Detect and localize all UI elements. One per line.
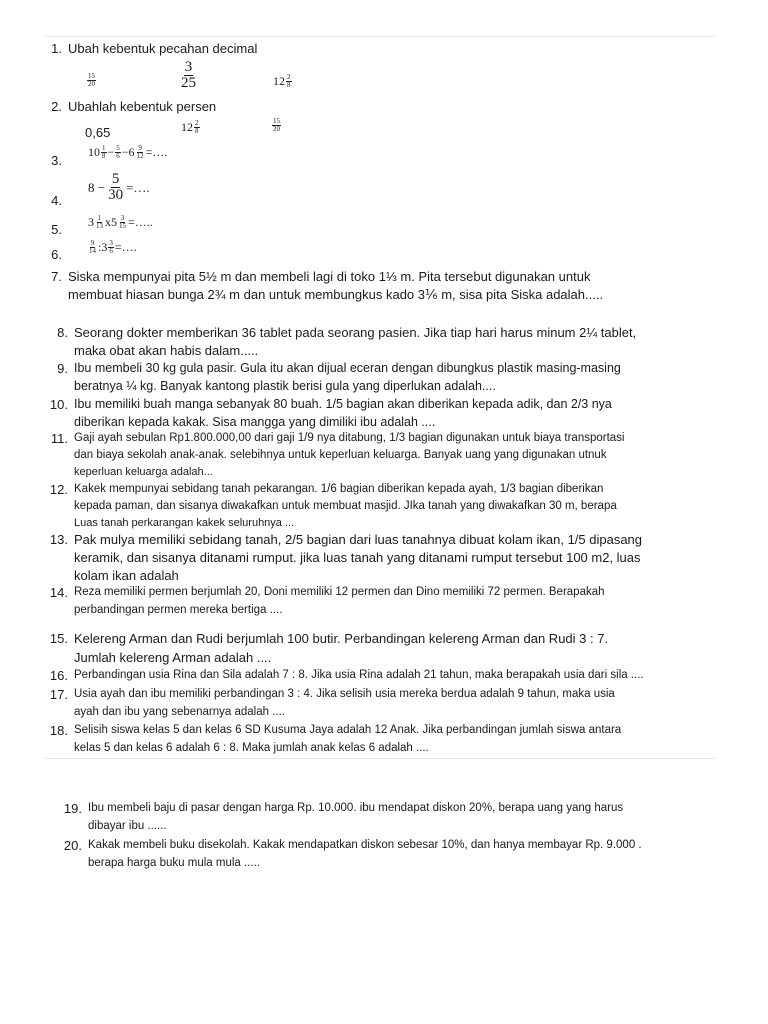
question-number: 20. [63,838,82,853]
question-text-line-1: Ibu memiliki buah manga sebanyak 80 buah. 1/5 bagian akan diberikan kepada adik, dan 2/3 nya [74,397,612,411]
question-text-line-2: maka obat akan habis dalam..... [74,343,259,358]
question-number: 16. [49,668,68,683]
question-number: 1. [51,41,62,56]
question-19 [60,800,740,836]
question-6 [40,239,720,261]
fraction-3-25: $\frac{3}{25}$ [181,59,196,91]
question-number: 11. [50,431,68,446]
question-number: 8. [57,325,68,340]
question-text-line-1: Usia ayah dan ibu memiliki perbandingan 3 : 4. Jika selisih usia mereka berdua adalah 9 tahun, maka usia [74,688,615,700]
question-text-line-1: Kelereng Arman dan Rudi berjumlah 100 butir. Perbandingan kelereng Arman dan Rudi 3 : 7. [74,631,609,646]
mixed-fraction-12-2-8: 12 $\frac{2}{8}$ [181,119,199,135]
question-number: 12. [49,482,68,497]
question-number: 19. [63,801,82,816]
question-15 [46,630,736,666]
question-text-line-2: membuat hiasan bunga 2¾ m dan untuk membungkus kado 3⅙ m, sisa pita Siska adalah..... [68,287,604,302]
question-5 [40,214,720,236]
question-text-line-1: Ibu membeli baju di pasar dengan harga Rp. 10.000. ibu mendapat diskon 20%, berapa uang yang harus [88,802,624,814]
question-number: 14. [49,585,68,600]
question-text-line-1: Selisih siswa kelas 5 dan kelas 6 SD Kusuma Jaya adalah 12 Anak. Jika perbandingan jumlah siswa antara [74,724,622,736]
question-text-line-1: Kakek mempunyai sebidang tanah pekarangan. 1/6 bagian diberikan kepada ayah, 1/3 bagian diberikan [74,483,604,495]
question-text-line-2: ayah dan ibu yang sebenarnya adalah .... [74,706,285,718]
question-18 [46,722,736,758]
top-divider [45,36,715,37]
question-3 [40,144,720,168]
question-number: 15. [49,631,68,646]
question-8 [46,324,736,360]
question-number: 10. [49,397,68,412]
question-number: 17. [49,687,68,702]
question-16 [46,667,736,685]
question-text: Ubah kebentuk pecahan decimal [68,41,258,56]
question-text-line-2: keramik, dan sisanya ditanami rumput. jika luas tanah yang ditanami rumput tersebut 100 m2, luas [74,550,641,565]
question-text-line-1: Siska mempunyai pita 5½ m dan membeli lagi di toko 1⅓ m. Pita tersebut digunakan untuk [68,269,591,284]
question-2 [40,98,720,142]
question-number: 6. [51,247,62,262]
question-text-line-1: Ibu membeli 30 kg gula pasir. Gula itu akan dijual eceran dengan dibungkus plastik masing-masing [74,361,621,375]
question-20 [60,837,740,873]
question-text-line-2: Jumlah kelereng Arman adalah .... [74,650,272,665]
question-11 [46,430,736,482]
question-number: 3. [51,153,62,168]
question-4 [40,172,720,206]
question-17 [46,686,736,722]
question-text-line-2: dibayar ibu ...... [88,820,167,832]
question-text-line-2: kepada paman, dan sisanya diwakafkan untuk membuat masjid. JIka tanah yang diwakafkan 30 m, berapa [74,500,617,512]
question-12 [46,481,736,533]
question-text-line-1: Pak mulya memiliki sebidang tanah, 2/5 bagian dari luas tanahnya dibuat kolam ikan, 1/5 dipasang [74,532,643,547]
fraction-15-20: $\frac{15}{20}$ [273,117,280,133]
question-13 [46,531,736,585]
question-text-line-1: Gaji ayah sebulan Rp1.800.000,00 dari gaji 1/9 nya ditabung, 1/3 bagian digunakan untuk biaya transportasi [74,432,625,444]
question-number: 7. [51,269,62,284]
question-text-line-2: dan biaya sekolah anak-anak. selebihnya untuk keperluan keluarga. Banyak uang yang digunakan utnuk [74,449,607,461]
question-text-line-2: diberikan kepada kakak. Sisa mangga yang dimiliki ibu adalah .... [74,415,436,429]
question-text-line-1: Seorang dokter memberikan 36 tablet pada seorang pasien. Jika tiap hari harus minum 2¼ tablet, [74,325,637,340]
question-text-line-2: berapa harga buku mula mula ..... [88,857,260,869]
question-text-line-3: Luas tanah perkarangan kakek seluruhnya ... [74,517,295,529]
question-text-line-2: perbandingan permen mereka bertiga .... [74,604,283,616]
question-10 [46,396,736,432]
expression: $\frac{9}{14}$ :3 $\frac{3}{6}$ =…. [89,239,137,255]
question-text-line-1: Kakak membeli buku disekolah. Kakak mendapatkan diskon sebesar 10%, dan hanya membayar Rp. 9.000 . [88,839,642,851]
question-7 [40,268,730,304]
question-number: 4. [51,193,62,208]
expression: 8 − $\frac{5}{30}$ =…. [88,171,150,203]
question-number: 9. [57,361,68,376]
question-number: 2. [51,99,62,114]
expression: 10 $\frac{1}{8}$ − $\frac{5}{6}$ −6 $\frac{9}{12}$ =…. [88,144,168,160]
question-text-line-2: kelas 5 dan kelas 6 adalah 6 : 8. Maka jumlah anak kelas 6 adalah .... [74,742,429,754]
question-text-line-1: Perbandingan usia Rina dan Sila adalah 7 : 8. Jika usia Rina adalah 21 tahun, maka berapakah usia dari sila .... [74,669,644,681]
decimal-value: 0,65 [85,125,111,140]
mixed-fraction-12-2-8: 12 $\frac{2}{8}$ [273,73,291,89]
question-text-line-3: kolam ikan adalah [74,568,179,583]
question-1 [40,40,720,96]
question-14 [46,584,736,620]
question-text-line-1: Reza memiliki permen berjumlah 20, Doni memiliki 12 permen dan Dino memiliki 72 permen. Berapakah [74,586,605,598]
question-number: 5. [51,222,62,237]
fraction-15-20: $\frac{15}{20}$ [88,72,95,88]
question-text: Ubahlah kebentuk persen [68,99,217,114]
question-text-line-3: keperluan keluarga adalah... [74,466,213,478]
question-9 [46,360,736,396]
section-divider [45,758,715,759]
expression: 3 $\frac{1}{13}$ x5 $\frac{3}{15}$ =….. [88,214,153,230]
question-number: 18. [49,723,68,738]
question-number: 13. [49,532,68,547]
question-text-line-2: beratnya ¼ kg. Banyak kantong plastik berisi gula yang diperlukan adalah.... [74,379,496,393]
